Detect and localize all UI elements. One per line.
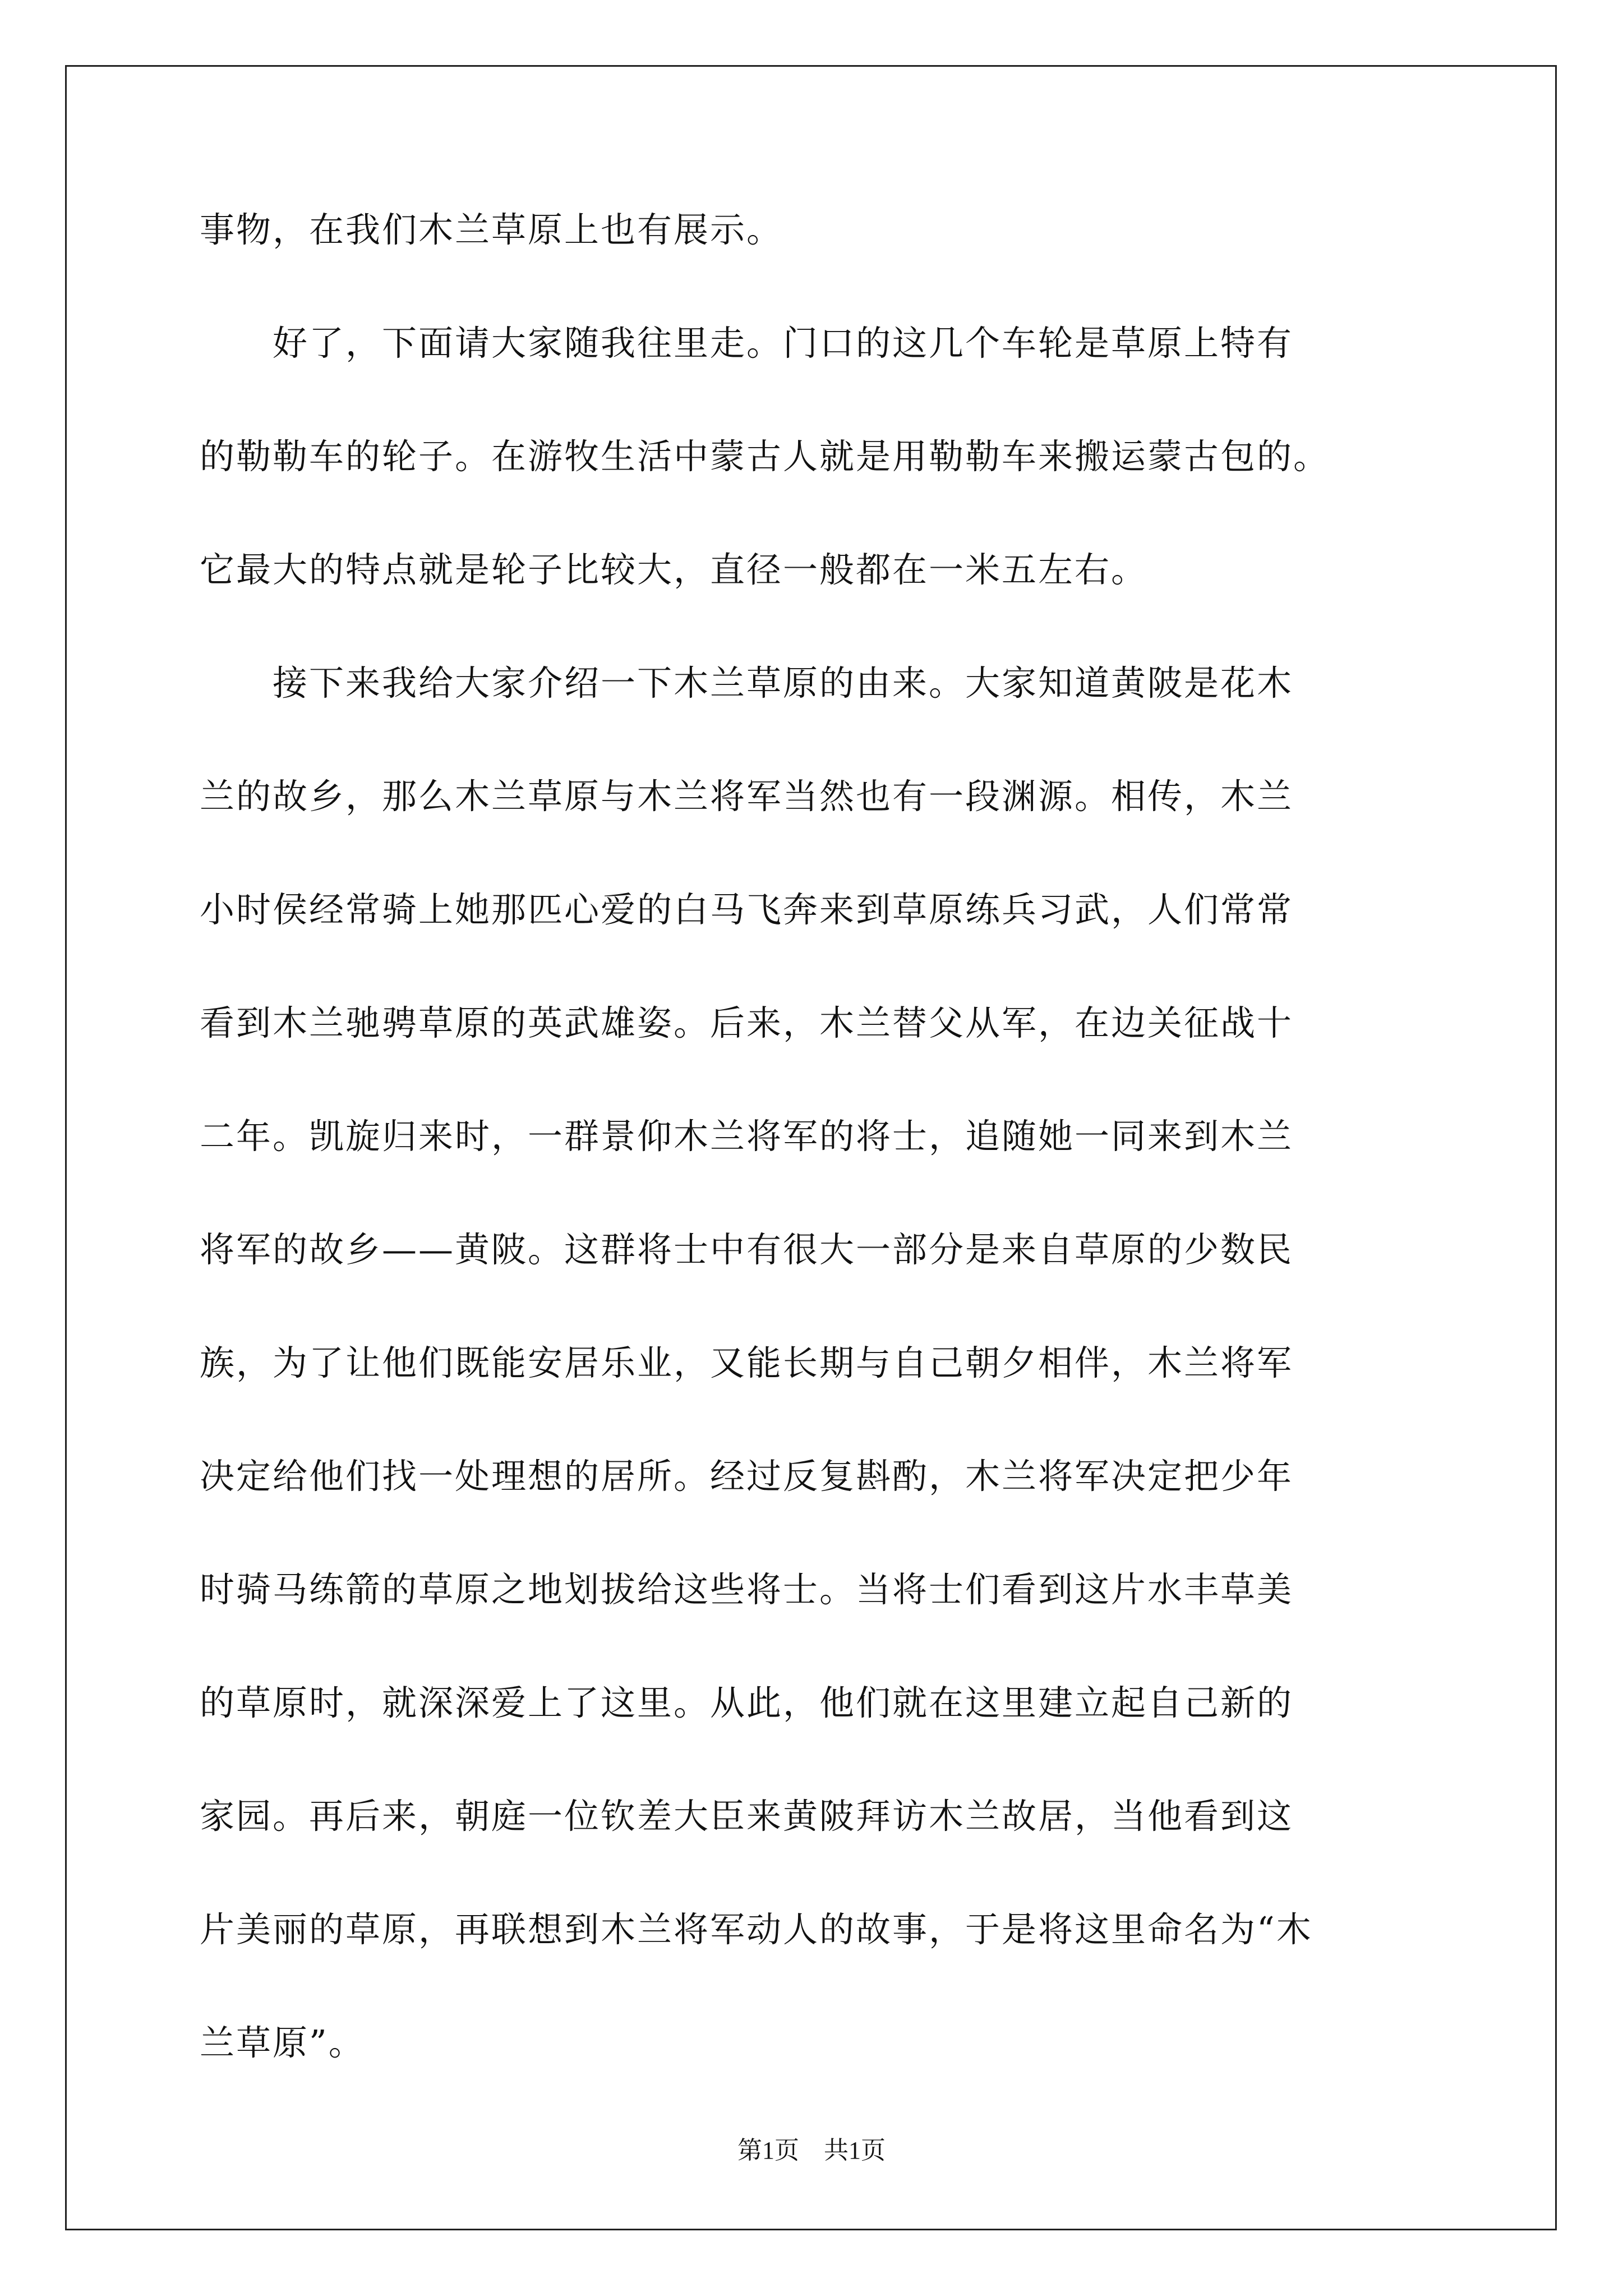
text-line: 家园。再后来，朝庭一位钦差大臣来黄陂拜访木兰故居，当他看到这 xyxy=(200,1796,1294,1837)
text-line: 片美丽的草原，再联想到木兰将军动人的故事，于是将这里命名为“木 xyxy=(200,1909,1313,1950)
text-line: 小时侯经常骑上她那匹心爱的白马飞奔来到草原练兵习武，人们常常 xyxy=(200,889,1294,930)
text-line: 它最大的特点就是轮子比较大，直径一般都在一米五左右。 xyxy=(200,549,1148,590)
text-line: 兰草原”。 xyxy=(200,2022,365,2063)
text-line: 二年。凯旋归来时，一群景仰木兰将军的将士，追随她一同来到木兰 xyxy=(200,1116,1294,1157)
text-line: 兰的故乡，那么木兰草原与木兰将军当然也有一段渊源。相传，木兰 xyxy=(200,776,1294,817)
text-line: 族，为了让他们既能安居乐业，又能长期与自己朝夕相伴，木兰将军 xyxy=(200,1342,1294,1383)
text-line: 事物，在我们木兰草原上也有展示。 xyxy=(200,209,783,250)
text-line: 的草原时，就深深爱上了这里。从此，他们就在这里建立起自己新的 xyxy=(200,1682,1294,1723)
text-line: 决定给他们找一处理想的居所。经过反复斟酌，木兰将军决定把少年 xyxy=(200,1456,1294,1497)
text-line: 的勒勒车的轮子。在游牧生活中蒙古人就是用勒勒车来搬运蒙古包的。 xyxy=(200,436,1330,477)
text-line: 接下来我给大家介绍一下木兰草原的由来。大家知道黄陂是花木 xyxy=(200,662,1294,703)
page-number-footer: 第1页 共1页 xyxy=(737,2137,886,2164)
text-line: 好了，下面请大家随我往里走。门口的这几个车轮是草原上特有 xyxy=(200,323,1294,364)
text-line: 看到木兰驰骋草原的英武雄姿。后来，木兰替父从军，在边关征战十 xyxy=(200,1002,1294,1043)
text-line: 将军的故乡——黄陂。这群将士中有很大一部分是来自草原的少数民 xyxy=(200,1229,1294,1270)
text-line: 时骑马练箭的草原之地划拔给这些将士。当将士们看到这片水丰草美 xyxy=(200,1569,1294,1610)
